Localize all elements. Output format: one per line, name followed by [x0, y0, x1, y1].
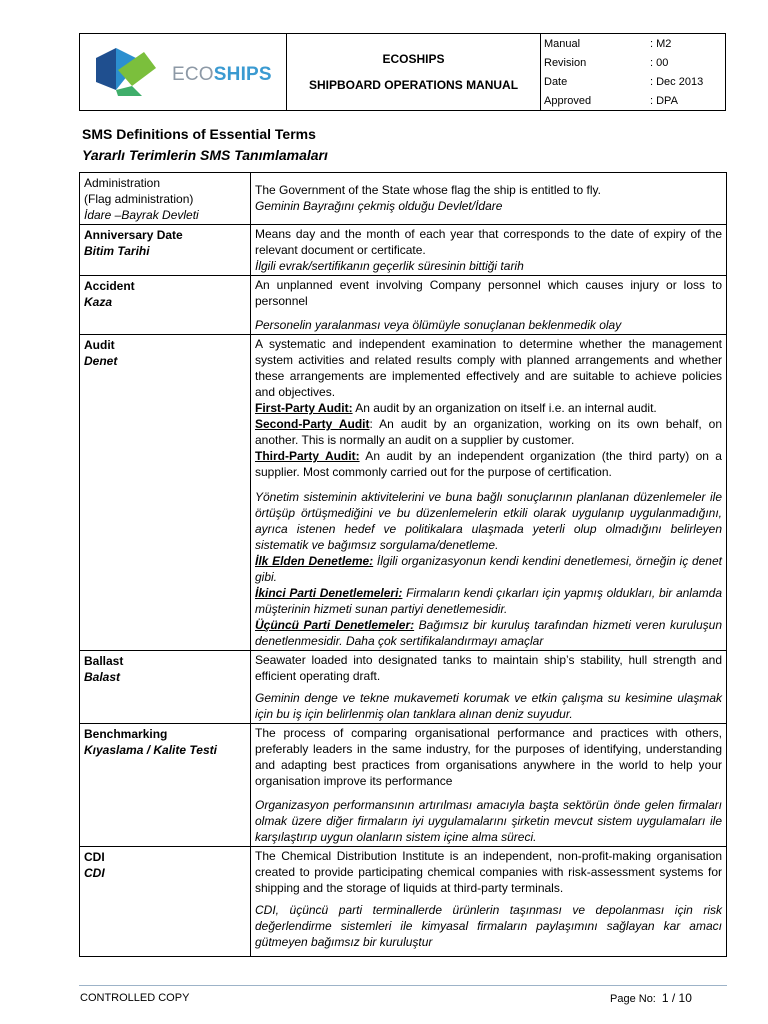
definitions-table	[79, 172, 727, 957]
company-name: ECOSHIPS	[382, 52, 445, 66]
table-row	[80, 724, 727, 847]
controlled-copy-label: CONTROLLED COPY	[80, 992, 190, 1004]
definition-cell: A systematic and independent examination to determine whether the management system activities and related results comply with planned arrangements and whether these arrangements are implemented effectively and are suitable to achieve policies and objectives. First-Party Audit: An audit by an organization on itself i.e. an internal audit. Second-Party Audit: An audit by an organization, working on its own behalf, on another. This is normally an audit on a supplier by customer. Third-Party Audit: An audit by an independent organization (the third party) on a supplier. Most commonly carried out for the purpose of certification. Yönetim sisteminin aktivitelerini ve buna bağlı sonuçlarının planlanan düzenlemeler ile örtüşüp örtüşmediğini ve bu düzenlemelerin etkili olarak uygulanıp uygulanmadığını, ayrıca istenen hedef ve politikalara ulaşmada yeterli olup olmadığını belirleyen sistematik ve bağımsız sorgulama/denetleme. İlk Elden Denetleme: İlgili organizasyonun kendi kendini denetlemesi, örneğin iç denet gibi. İkinci Parti Denetlemeleri: Firmaların kendi çıkarları için yapmış oldukları, bir anlamda müşterinin hizmeti sunan partiyi denetlemesidir. Üçüncü Parti Denetlemeler: Bağımsız bir kuruluş tarafından hizmeti veren kuruluşun denetlenmesidir. Daha çok sertifikalandırmayı amaçlar	[251, 335, 727, 651]
term-cell: Administration (Flag administration) İdare –Bayrak Devleti	[80, 173, 251, 225]
meta-row-date: Date : Dec 2013	[544, 75, 704, 88]
term-cell: Accident Kaza	[80, 276, 251, 335]
section-title-tr: Yararlı Terimlerin SMS Tanımlamaları	[82, 147, 328, 163]
definition-cell: The Government of the State whose flag the ship is entitled to fly. Geminin Bayrağını çekmiş olduğu Devlet/İdare	[251, 173, 727, 225]
ecoships-logo-icon	[94, 46, 164, 98]
page-number: Page No: 1 / 10	[610, 991, 692, 1005]
term-cell: Anniversary Date Bitim Tarihi	[80, 225, 251, 276]
definition-cell: The Chemical Distribution Institute is an independent, non-profit-making organisation created to provide participating chemical companies with risk-assessment systems for shipping and the storage of liquids at third-party terminals. CDI, üçüncü parti terminallerde ürünlerin taşınması ve depolanması için risk değerlendirme sistemleri ile kimyasal firmaların paylaşımını sağlayan kar amacı gütmeyen bağımsız bir kuruluştur	[251, 847, 727, 957]
manual-title: SHIPBOARD OPERATIONS MANUAL	[308, 78, 519, 92]
logo-cell	[80, 34, 287, 110]
table-row	[80, 651, 727, 724]
document-header	[79, 33, 726, 111]
term-cell: Ballast Balast	[80, 651, 251, 724]
table-row	[80, 276, 727, 335]
header-meta-cell	[541, 34, 725, 110]
footer-divider	[79, 985, 727, 986]
table-row	[80, 335, 727, 651]
header-title-cell	[287, 34, 541, 110]
table-row	[80, 173, 727, 225]
definition-cell: Means day and the month of each year that corresponds to the date of expiry of the relevant document or certificate. İlgili evrak/sertifikanın geçerlik süresinin bittiği tarih	[251, 225, 727, 276]
term-cell: Benchmarking Kıyaslama / Kalite Testi	[80, 724, 251, 847]
table-row	[80, 225, 727, 276]
definition-cell: Seawater loaded into designated tanks to maintain ship’s stability, hull strength and efficient operating draft. Geminin denge ve tekne mukavemeti korumak ve etkin çalışma su kesimine ulaşmak için bu iş için belirlenmiş olan tanklara alınan deniz suyudur.	[251, 651, 727, 724]
definition-cell: The process of comparing organisational performance and practices with others, preferably leaders in the same industry, for the purposes of identifying, understanding and adapting best practices from organisations anywhere in the world to help your organisation improve its performance Organizasyon performansının artırılması amacıyla başta sektörün önde gelen firmaları olmak üzere diğer firmaların iyi uygulamalarını şirketin mevcut sistem uygulamaları ile karşılaştırıp uygun olanların sistem içine alma süreci.	[251, 724, 727, 847]
term-cell: Audit Denet	[80, 335, 251, 651]
table-row	[80, 847, 727, 957]
term-cell: CDI CDI	[80, 847, 251, 957]
definition-cell: An unplanned event involving Company personnel which causes injury or loss to personnel Personelin yaralanması veya ölümüyle sonuçlanan beklenmedik olay	[251, 276, 727, 335]
meta-row-revision: Revision : 00	[544, 56, 669, 69]
meta-row-approved: Approved : DPA	[544, 94, 678, 107]
section-title-en: SMS Definitions of Essential Terms	[82, 126, 316, 142]
meta-row-manual: Manual : M2	[544, 37, 672, 50]
brand-wordmark: ECOSHIPS	[172, 64, 272, 85]
